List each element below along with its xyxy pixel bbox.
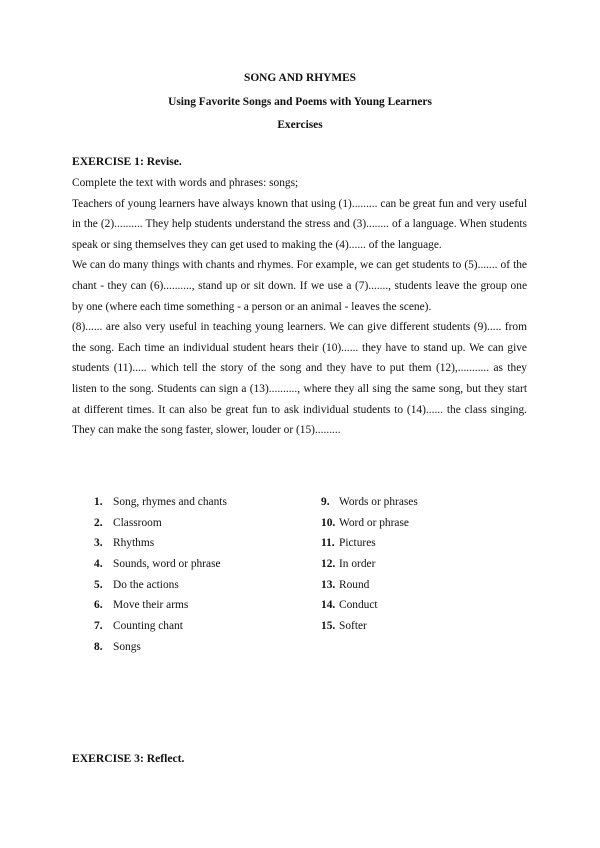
answer-item: 10. Word or phrase — [321, 516, 409, 529]
exercise-instruction: Complete the text with words and phrases: songs; — [72, 177, 299, 189]
answer-column-right — [321, 492, 418, 637]
answer-item: 6. Move their arms — [94, 599, 189, 612]
answer-item: 3. Rhythms — [94, 537, 155, 550]
document-title: SONG AND RHYMES — [243, 72, 357, 84]
exercise-paragraph-1: Teachers of young learners have always known that using (1)......... can be great fun and very useful in the (2).......... They help students understand the stress and (3)........ of a language. When students speak or sing themselves they can get used to making the (4)...... of the language. — [72, 197, 527, 251]
answer-item: 15. Softer — [321, 620, 367, 633]
exercise-paragraph-2: We can do many things with chants and rhymes. For example, we can get students to (5)....... of the chant - they can (6).........., stand up or sit down. If we use a (7)......., students leave the group one by one (where each time something - a person or an animal - leaves the scene). — [72, 259, 527, 313]
answer-item: 2. Classroom — [94, 516, 162, 529]
answer-item: 13. Round — [321, 578, 370, 591]
answer-item: 14. Conduct — [321, 599, 378, 612]
answer-item: 5. Do the actions — [94, 578, 179, 591]
exercise-3-title: EXERCISE 3: Reflect. — [72, 752, 185, 765]
answer-item: 12. In order — [321, 558, 376, 571]
exercise-1-title: EXERCISE 1: Revise. — [72, 155, 182, 168]
answer-column-left — [94, 492, 227, 658]
answer-item: 4. Sounds, word or phrase — [94, 558, 221, 571]
answer-item: 8. Songs — [94, 640, 141, 653]
answer-item: 1. Song, rhymes and chants — [94, 496, 227, 508]
exercise-1-text — [72, 173, 527, 441]
answer-item: 11. Pictures — [321, 537, 376, 550]
answer-list — [94, 492, 534, 668]
answer-item: 7. Counting chant — [94, 620, 183, 633]
exercise-paragraph-3: (8)...... are also very useful in teaching young learners. We can give different students (9)..... from the song. Each time an individual student hears their (10)...... they have to stand up. We can give students (11)..... which tell the story of the song and they have to put them (12),........... as they listen to the song. Students can sign a (13).........., where they all sing the same song, but they start at different times. It can also be great fun to ask individual students to (14)...... the class singing. They can make the song faster, slower, louder or (15)......... — [72, 321, 527, 437]
answer-item: 9. Words or phrases — [321, 496, 418, 508]
document-subtitle: Using Favorite Songs and Poems with Young Learners — [168, 96, 432, 108]
section-heading: Exercises — [277, 119, 323, 131]
